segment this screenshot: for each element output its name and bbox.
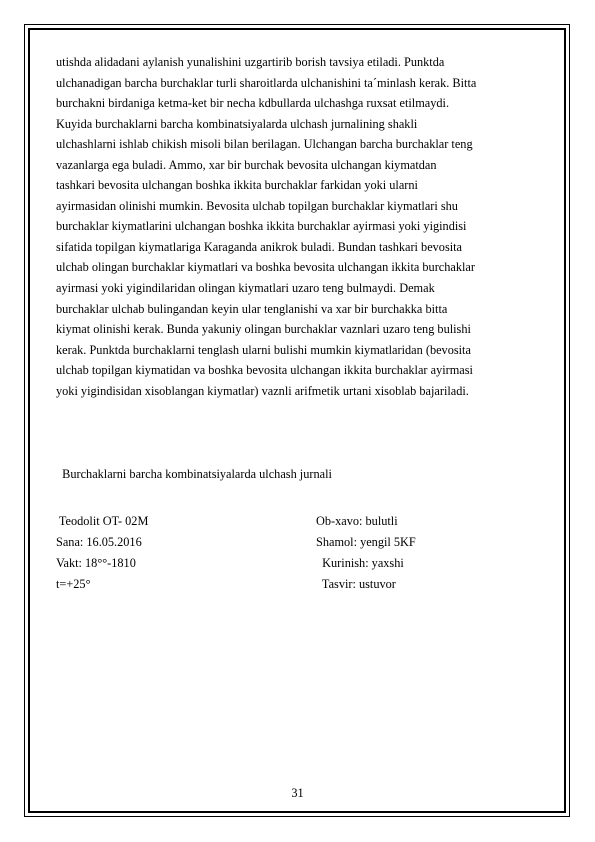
- paragraph-line: burchaklar kiymatlarini ulchangan boshka ikkita burchaklar ayirmasi yoki yigindisi: [56, 219, 467, 234]
- weather-label: Ob-xavo: bulutli: [316, 514, 398, 528]
- paragraph-line: ulchab olingan burchaklar kiymatlari va boshka bevosita ulchangan ikkita burchaklar: [56, 260, 475, 275]
- time-label: Vakt: 18°°-1810: [56, 556, 136, 570]
- paragraph-line: tashkari bevosita ulchangan boshka ikkita burchaklar farkidan yoki ularni: [56, 178, 418, 193]
- paragraph-line: ayirmasi yoki yigindilaridan olingan kiymatlari uzaro teng bulmaydi. Demak: [56, 281, 435, 296]
- image-quality-label: Tasvir: ustuvor: [316, 577, 396, 591]
- paragraph-line: ulchanadigan barcha burchaklar turli sharoitlarda ulchanishini ta´minlash kerak. Bitta: [56, 75, 477, 90]
- paragraph-line: ulchab topilgan kiymatidan va boshka bevosita ulchangan ikkita burchaklar ayirmasi: [56, 363, 473, 378]
- paragraph-line: burchaklar ulchab bulingandan keyin ular tenglanishi va xar bir burchakka bitta: [56, 301, 448, 316]
- wind-label: Shamol: yengil 5KF: [316, 535, 416, 549]
- paragraph-line: sifatida topilgan kiymatlariga Karaganda anikrok buladi. Bundan tashkari bevosita: [56, 239, 463, 254]
- journal-title: Burchaklarni barcha kombinatsiyalarda ulchash jurnali: [56, 467, 332, 481]
- paragraph-line: Kuyida burchaklarni barcha kombinatsiyalarda ulchash jurnalining shakli: [56, 116, 418, 131]
- paragraph-line: yoki yigindisidan xisoblangan kiymatlar) vaznli arifmetik urtani xisoblab bajariladi.: [56, 383, 469, 398]
- paragraph-line: utishda alidadani aylanish yunalishini uzgartirib borish tavsiya etiladi. Punktda: [56, 55, 445, 69]
- paragraph-line: burchakni birdaniga ketma-ket bir necha kdbullarda ulchashga ruxsat etilmaydi.: [56, 96, 450, 111]
- date-label: Sana: 16.05.2016: [56, 535, 142, 549]
- paragraph-line: kiymat olinishi kerak. Bunda yakuniy olingan burchaklar vaznlari uzaro teng bulishi: [56, 322, 471, 337]
- paragraph-line: ulchashlarni ishlab chikish misoli bilan berilagan. Ulchangan barcha burchaklar teng: [56, 137, 473, 152]
- paragraph-line: ayirmasidan olinishi mumkin. Bevosita ulchab topilgan burchaklar kiymatlari shu: [56, 198, 458, 213]
- body-paragraph: [56, 52, 556, 401]
- page-number: 31: [291, 786, 304, 800]
- instrument-label: Teodolit OT- 02M: [56, 514, 149, 528]
- paragraph-line: vazanlarga ega buladi. Ammo, xar bir burchak bevosita ulchangan kiymatdan: [56, 157, 437, 172]
- paragraph-line: kerak. Punktda burchaklarni tenglash ularni bulishi mumkin kiymatlaridan (bevosita: [56, 342, 471, 357]
- temperature-label: t=+25°: [56, 577, 91, 591]
- visibility-label: Kurinish: yaxshi: [316, 556, 404, 570]
